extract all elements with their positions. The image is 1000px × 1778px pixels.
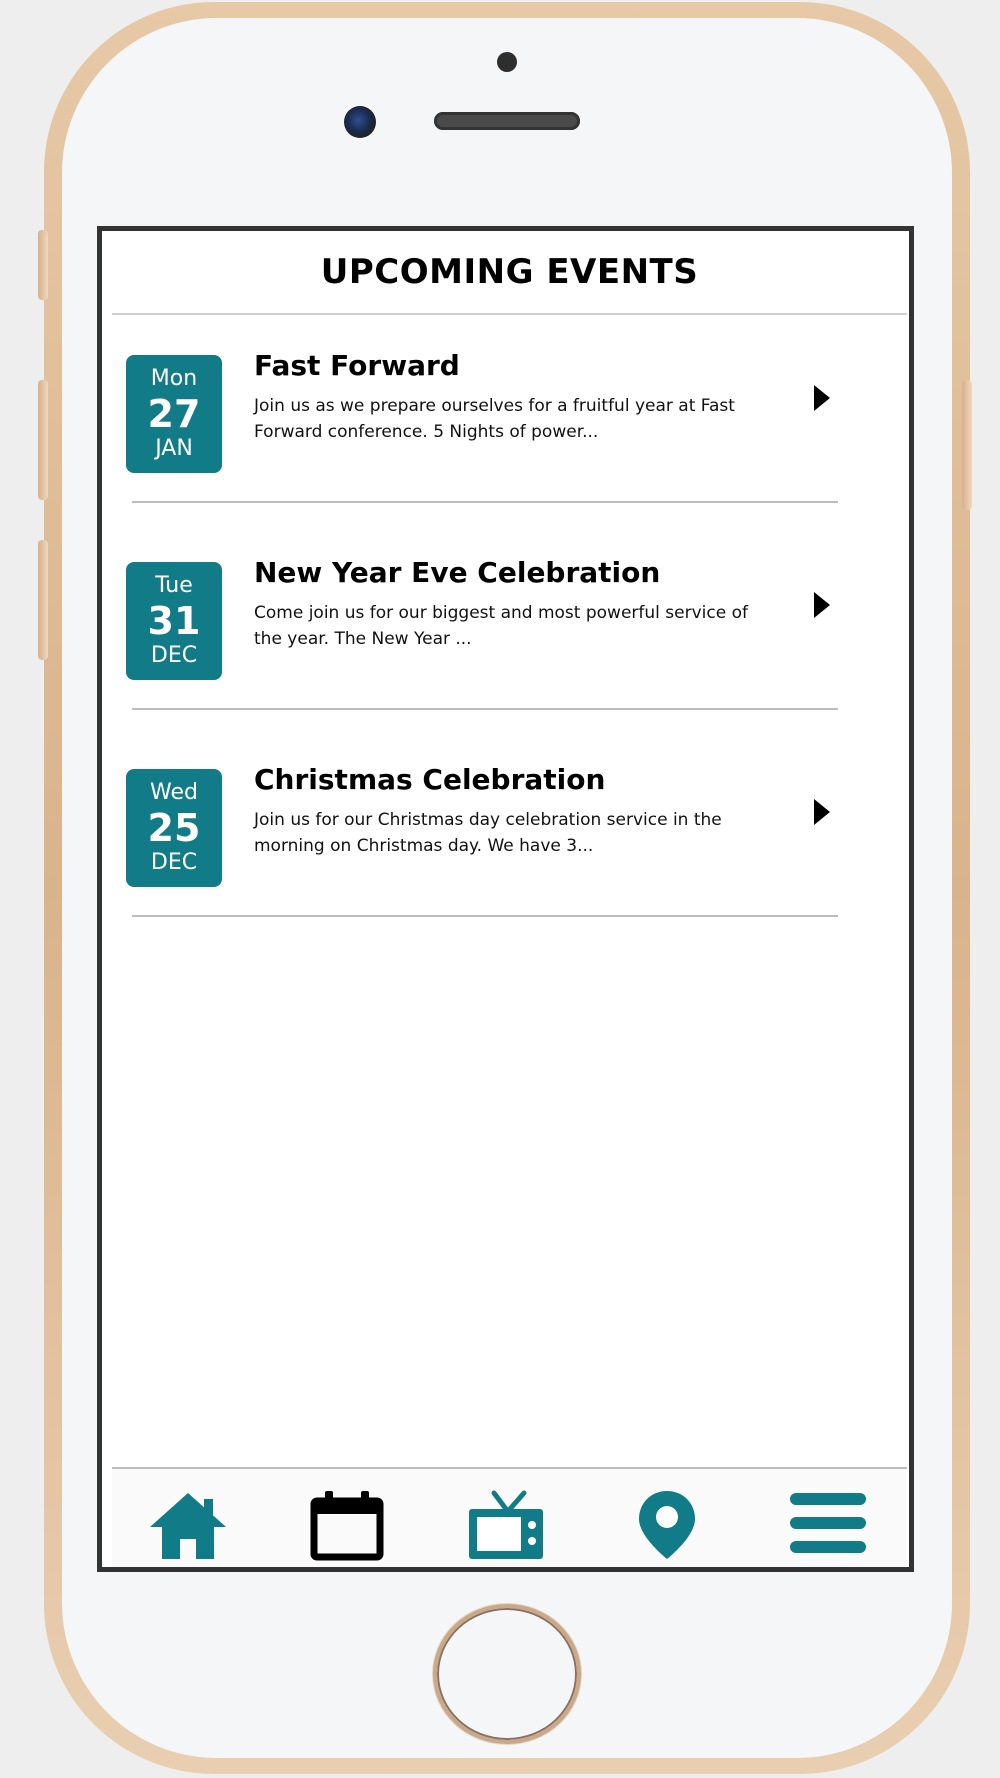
tab-menu[interactable] <box>786 1489 870 1565</box>
date-month: JAN <box>155 436 193 461</box>
menu-icon <box>788 1489 868 1561</box>
tab-calendar[interactable] <box>305 1489 389 1565</box>
event-list <box>102 315 909 936</box>
event-title: New Year Eve Celebration <box>254 556 661 589</box>
calendar-icon <box>310 1489 384 1561</box>
event-item[interactable] <box>102 522 909 729</box>
chevron-right-icon[interactable] <box>814 592 830 618</box>
earpiece-speaker <box>434 112 580 130</box>
home-icon <box>148 1489 228 1561</box>
tab-tv[interactable] <box>464 1489 548 1565</box>
divider <box>132 708 838 710</box>
chevron-right-icon[interactable] <box>814 799 830 825</box>
divider <box>132 915 838 917</box>
date-badge <box>126 355 222 473</box>
date-badge <box>126 562 222 680</box>
date-weekday: Wed <box>150 780 198 805</box>
date-weekday: Mon <box>150 366 198 391</box>
home-button[interactable] <box>433 1604 581 1744</box>
tab-home[interactable] <box>146 1489 230 1565</box>
page-title: UPCOMING EVENTS <box>320 252 699 292</box>
date-badge <box>126 769 222 887</box>
date-month: DEC <box>150 850 198 875</box>
divider <box>132 501 838 503</box>
event-description: Join us as we prepare ourselves for a fruitful year at Fast Forward conference. 5 Nights of power... <box>254 396 735 442</box>
tv-icon <box>466 1489 546 1561</box>
event-title: Fast Forward <box>254 349 460 382</box>
date-number: 25 <box>147 806 201 850</box>
app-header <box>112 231 907 315</box>
side-button <box>38 380 48 500</box>
location-pin-icon <box>637 1489 697 1561</box>
date-number: 27 <box>147 392 201 436</box>
event-item[interactable] <box>102 315 909 522</box>
event-description: Come join us for our biggest and most powerful service of the year. The New Year ... <box>254 603 748 649</box>
side-button <box>38 230 48 300</box>
date-number: 31 <box>147 599 201 643</box>
tab-location[interactable] <box>625 1489 709 1565</box>
event-description: Join us for our Christmas day celebration service in the morning on Christmas day. We have 3... <box>254 810 722 856</box>
chevron-right-icon[interactable] <box>814 385 830 411</box>
app-screen <box>97 226 914 1572</box>
front-camera <box>497 52 517 72</box>
camera-lens <box>344 106 376 138</box>
side-button <box>962 380 972 510</box>
date-weekday: Tue <box>155 573 193 598</box>
bottom-tab-bar <box>112 1467 907 1572</box>
side-button <box>38 540 48 660</box>
date-month: DEC <box>150 643 198 668</box>
event-item[interactable] <box>102 729 909 936</box>
event-title: Christmas Celebration <box>254 763 606 796</box>
